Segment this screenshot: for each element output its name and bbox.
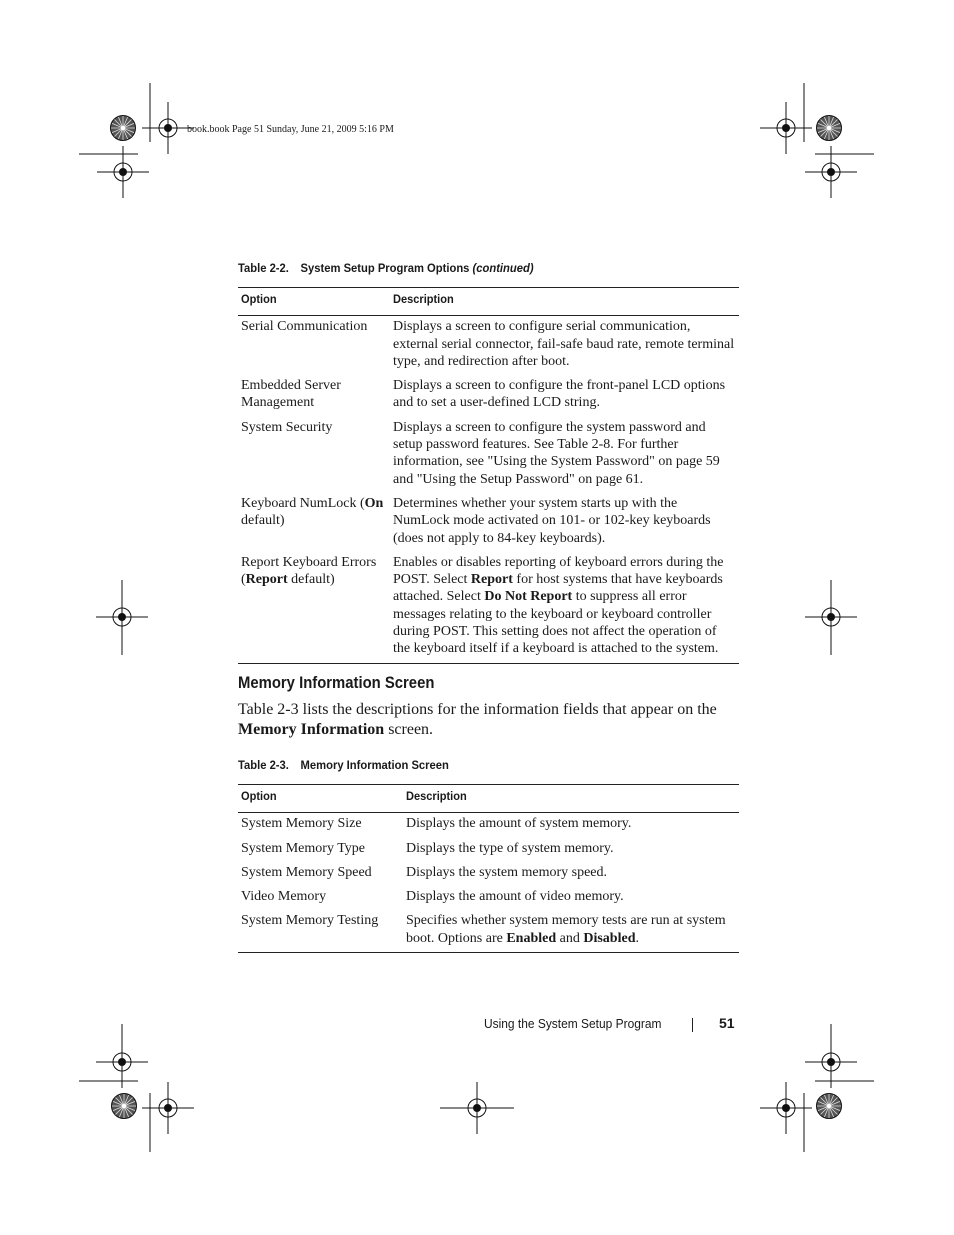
description-cell: Displays a screen to configure the front-panel LCD options and to set a user-defined LCD string. xyxy=(393,378,726,411)
table-row xyxy=(238,912,739,952)
option-cell: Report Keyboard Errors (Report default) xyxy=(238,554,390,663)
table-row xyxy=(238,888,739,912)
print-header-stamp: book.book Page 51 Sunday, June 21, 2009 5:16 PM xyxy=(187,124,394,135)
registration-wheel-icon xyxy=(817,1094,842,1119)
description-cell: Determines whether your system starts up with the NumLock mode activated on 101- or 102-key keyboards (does not apply to 84-key keyboards). xyxy=(393,495,711,546)
table-title: System Setup Program Options xyxy=(300,261,470,275)
option-cell: System Memory Size xyxy=(241,816,362,832)
description-cell: Displays the amount of system memory. xyxy=(406,816,632,832)
table-row xyxy=(238,495,739,554)
option-cell: Keyboard NumLock (On default) xyxy=(241,495,384,529)
table-row xyxy=(238,840,739,864)
column-header-option: Option xyxy=(238,785,403,813)
footer-divider xyxy=(692,1018,693,1032)
table-row xyxy=(238,316,739,377)
system-setup-options-table xyxy=(238,287,739,664)
section-paragraph: Table 2-3 lists the descriptions for the information fields that appear on the Memory Information screen. xyxy=(238,701,717,738)
column-header-description: Description xyxy=(390,288,739,316)
section-heading: Memory Information Screen xyxy=(238,674,435,692)
table-number: Table 2-3. xyxy=(238,758,289,772)
page-number: 51 xyxy=(719,1015,735,1031)
description-cell: Displays the amount of video memory. xyxy=(406,889,624,905)
option-cell: Serial Communication xyxy=(241,319,368,335)
option-cell: Embedded Server Management xyxy=(241,378,341,411)
table-row xyxy=(238,554,739,663)
description-cell: Displays the type of system memory. xyxy=(406,840,614,856)
option-cell: System Memory Type xyxy=(241,840,365,856)
table-header-row xyxy=(238,288,739,316)
table-row xyxy=(238,419,739,495)
description-cell: Specifies whether system memory tests are run at system boot. Options are Enabled and Disabled. xyxy=(403,912,739,952)
memory-information-table xyxy=(238,784,739,953)
footer-chapter-title: Using the System Setup Program xyxy=(484,1016,662,1031)
table-continued-note: (continued) xyxy=(472,261,534,275)
table-row xyxy=(238,813,739,840)
option-cell: Video Memory xyxy=(241,889,327,905)
description-cell: Displays a screen to configure the system password and setup password features. See Table 2-8. For further information, see "Using the System Password" on page 59 and "Using the Setup Password" on page 61. xyxy=(393,419,720,487)
table-caption xyxy=(238,261,534,275)
description-cell: Enables or disables reporting of keyboard errors during the POST. Select Report for host systems that have keyboards attached. Select Do Not Report to suppress all error messages relating to the keyboard or keyboard controller during POST. This setting does not affect the operation of the keyboard itself if a keyboard is attached to the system. xyxy=(390,554,739,663)
column-header-option: Option xyxy=(238,288,390,316)
table-title: Memory Information Screen xyxy=(300,758,449,772)
description-cell: Displays the system memory speed. xyxy=(406,864,608,880)
table-row xyxy=(238,864,739,888)
description-cell: Displays a screen to configure serial communication, external serial connector, fail-safe baud rate, remote terminal type, and redirection after boot. xyxy=(393,319,735,369)
registration-wheel-icon xyxy=(112,1094,137,1119)
option-cell: System Security xyxy=(241,419,333,435)
option-cell: System Memory Speed xyxy=(241,864,372,880)
table-number: Table 2-2. xyxy=(238,261,289,275)
registration-wheel-icon xyxy=(817,116,842,141)
option-cell: System Memory Testing xyxy=(238,912,403,952)
registration-wheel-icon xyxy=(111,116,136,141)
column-header-description: Description xyxy=(403,785,739,813)
table-row xyxy=(238,377,739,419)
table-caption xyxy=(238,758,449,772)
table-header-row xyxy=(238,785,739,813)
